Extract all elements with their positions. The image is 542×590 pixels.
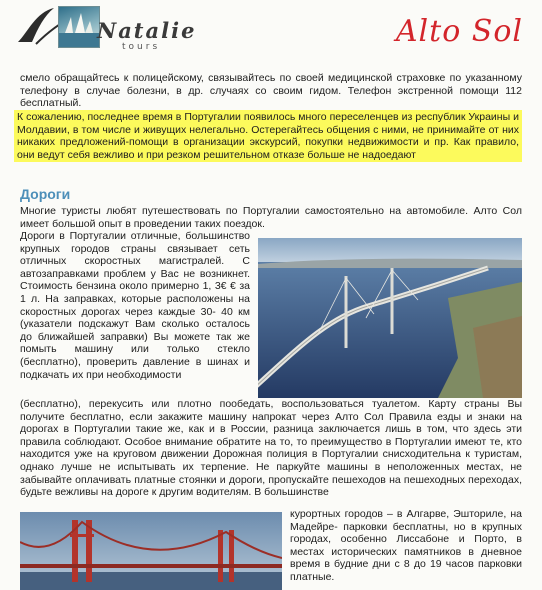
page-header — [0, 0, 542, 62]
warning-paragraph: К сожалению, последнее время в Португалии появилось много переселенцев из республик Украины и Молдавии, в том числе и живущих нелегально. Остерегайтесь общения с ними, не принимайте от них никаких предложений-помощи в организации экскурсий, покупки недвижимости и пр. Как правило, они ведут себя вежливо и при резком решительном отказе больше не надоедают — [14, 110, 522, 162]
red-bridge-photo — [20, 512, 282, 590]
roads-column-paragraph: Дороги в Португалии отличные, большинство крупных городов страны связывает сеть отличных скоростных магистралей. С автозаправками проблем у Вас не возникнет. Стоимость бензина около примерно 1, 3€ € за 1 л. На заправках, которые расположены на скоростных дорогах через каждые 30- 40 км (указатели подскажут Вам сколько осталось до ближайшей заправки) Вы можете так же помыть машину или только стекло (бесплатно), проверить давление в шинах и подкачать их при необходимости — [20, 230, 250, 381]
roads-intro-paragraph: Многие туристы любят путешествовать по Португалии самостоятельно на автомобиле. Алто Сол имеет большой опыт в проведении таких поездок. — [20, 205, 522, 230]
section-title: Дороги — [20, 186, 71, 202]
roads-right-paragraph: курортных городов – в Алгарве, Эшториле, на Мадейре- парковки бесплатны, но в крупных городах, особенно Лиссабоне и Порто, в местах исторических памятников в дневное время в будние дни с 8 до 19 часов парковки платные. — [290, 508, 522, 583]
bridge-aerial-photo — [258, 238, 522, 398]
logo-image — [58, 6, 100, 48]
logo-subtitle: tours — [122, 42, 161, 52]
brand-title: Alto Sol — [395, 14, 523, 49]
intro-paragraph: смело обращайтесь к полицейскому, связывайтесь по своей медицинской страховке по указанному телефону в случае болезни, в др. случаях со своим гидом. Телефон экстренной помощи 112 бесплатный. — [20, 72, 522, 110]
logo-text: Natalie — [97, 18, 197, 43]
roads-full-paragraph: (бесплатно), перекусить или плотно пообедать, воспользоваться туалетом. Карту страны Вы получите бесплатно, если закажите машину напрокат через Алто Сол Правила езды и знаки на дорогах в Португалии такие же, как и в России, разница заключается лишь в том, что здесь эти правила соблюдают. Особое внимание обратите на то, то преимущество в Португалии имеют те, кто находится уже на круговом движении Дорожная полиция в Португалии снисходительна к туристам, однако лучше не испытывать их терпение. Не паркуйте машины в неположенных местах, не забывайте оплачивать платные стоянки и дороги, пропускайте пешеходов на пешеходных переходах, будьте вежливы на дороге к другим водителям. В большинстве — [20, 398, 522, 499]
